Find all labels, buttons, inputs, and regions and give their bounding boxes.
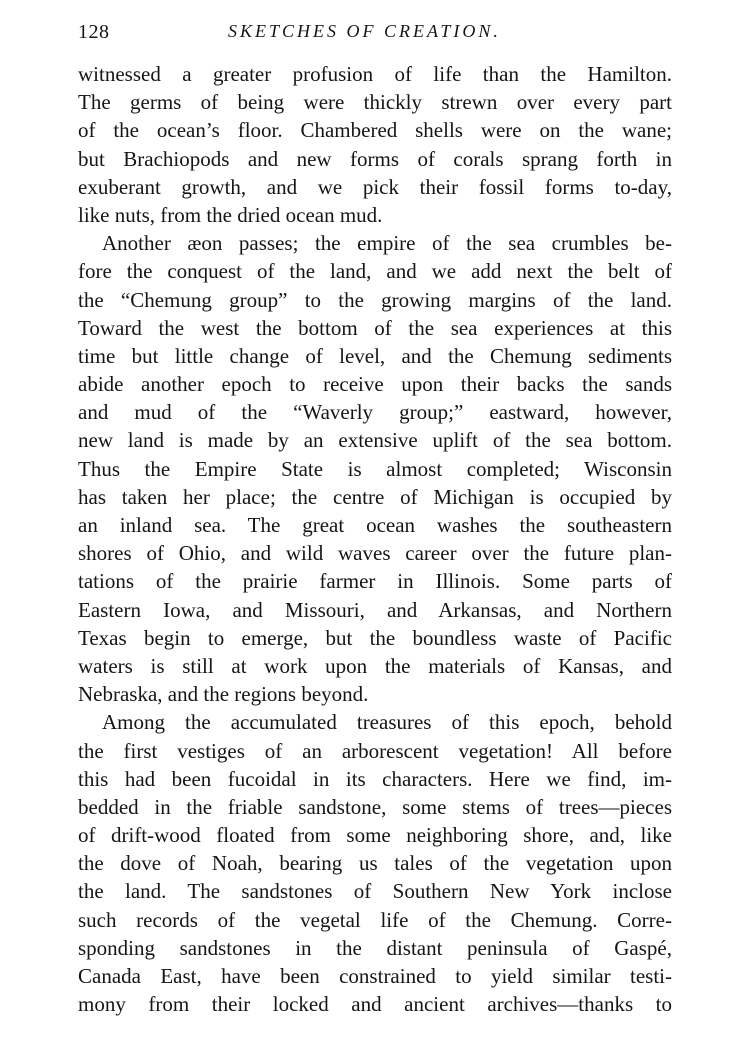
body-text — [78, 60, 672, 1018]
text-line: but Brachiopods and new forms of corals sprang forth in — [78, 146, 672, 171]
text-line: the land. The sandstones of Southern New York inclose — [78, 879, 672, 904]
running-head — [78, 18, 672, 48]
text-line: abide another epoch to receive upon their backs the sands — [78, 372, 672, 397]
text-line: Another æon passes; the empire of the sea crumbles be- — [102, 231, 672, 256]
text-line: of drift-wood floated from some neighboring shore, and, like — [78, 823, 672, 848]
text-line: Eastern Iowa, and Missouri, and Arkansas, and Northern — [78, 597, 672, 622]
text-line: Texas begin to emerge, but the boundless waste of Pacific — [78, 625, 672, 650]
text-line: time but little change of level, and the Chemung sediments — [78, 343, 672, 368]
page-number: 128 — [78, 21, 110, 43]
text-line: Canada East, have been constrained to yield similar testi- — [78, 964, 672, 988]
text-line: like nuts, from the dried ocean mud. — [78, 202, 383, 227]
text-line: Thus the Empire State is almost completed; Wisconsin — [78, 456, 672, 481]
text-line: shores of Ohio, and wild waves career over the future plan- — [78, 541, 672, 566]
text-line: fore the conquest of the land, and we add next the belt of — [78, 259, 672, 284]
text-line: The germs of being were thickly strewn over every part — [78, 90, 672, 115]
text-line: has taken her place; the centre of Michigan is occupied by — [78, 484, 672, 509]
text-line: witnessed a greater profusion of life than the Hamilton. — [78, 62, 672, 86]
text-line: of the ocean’s floor. Chambered shells were on the wane; — [78, 118, 672, 143]
text-line: the dove of Noah, bearing us tales of the vegetation upon — [78, 851, 672, 876]
text-line: mony from their locked and ancient archives—thanks to — [78, 992, 672, 1017]
book-page — [78, 18, 672, 1018]
paragraph-2 — [78, 229, 672, 708]
paragraph-1 — [78, 60, 672, 229]
text-line: Nebraska, and the regions beyond. — [78, 682, 369, 707]
paragraph-3 — [78, 708, 672, 1018]
text-line: new land is made by an extensive uplift of the sea bottom. — [78, 428, 672, 453]
text-line: such records of the vegetal life of the Chemung. Corre- — [78, 907, 672, 932]
text-line: this had been fucoidal in its characters. Here we find, im- — [78, 766, 672, 791]
text-line: sponding sandstones in the distant peninsula of Gaspé, — [78, 935, 672, 960]
text-line: exuberant growth, and we pick their fossil forms to-day, — [78, 174, 672, 199]
text-line: the “Chemung group” to the growing margins of the land. — [78, 287, 672, 312]
text-line: the first vestiges of an arborescent vegetation! All before — [78, 738, 672, 763]
text-line: waters is still at work upon the materials of Kansas, and — [78, 653, 672, 678]
text-line: and mud of the “Waverly group;” eastward, however, — [78, 400, 672, 425]
text-line: an inland sea. The great ocean washes the southeastern — [78, 513, 672, 537]
text-line: Toward the west the bottom of the sea experiences at this — [78, 315, 672, 340]
running-title: SKETCHES OF CREATION. — [228, 21, 501, 41]
text-line: tations of the prairie farmer in Illinois. Some parts of — [78, 569, 672, 594]
text-line: Among the accumulated treasures of this epoch, behold — [102, 710, 672, 735]
text-line: bedded in the friable sandstone, some stems of trees—pieces — [78, 794, 672, 819]
